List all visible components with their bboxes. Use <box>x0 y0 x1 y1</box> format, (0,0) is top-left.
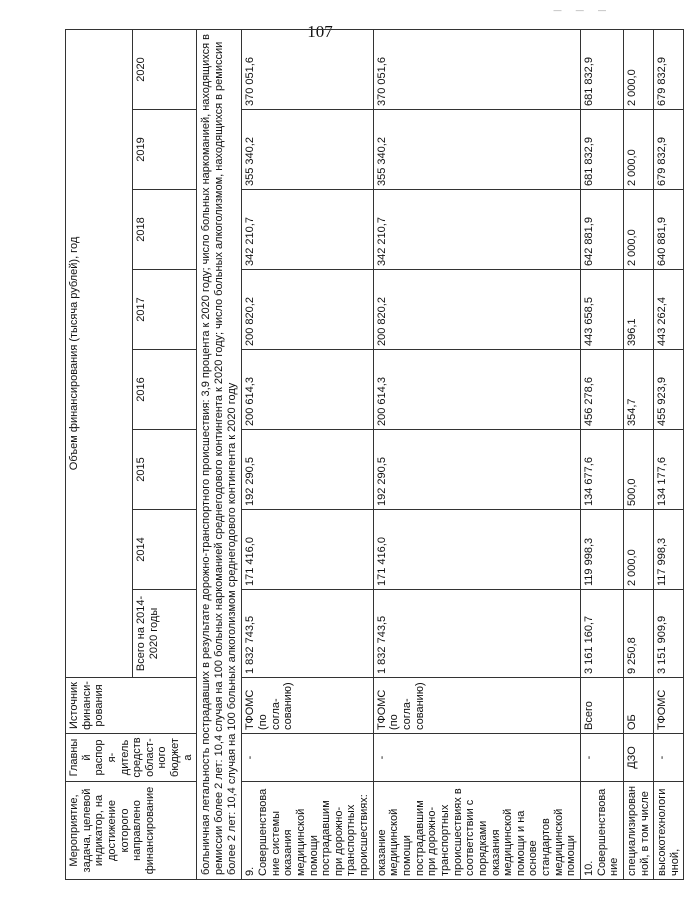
row-value: 171 416,0 <box>242 510 373 590</box>
header-activity: Мероприятие, задача, целевой индикатор, на достижение которого направлено финансирование <box>66 782 197 880</box>
table-row <box>654 29 684 879</box>
row-total: 1 832 743,5 <box>373 590 580 678</box>
row-distributor: ДЗО <box>623 734 653 782</box>
row-activity: оказание медицинской помощи пострадавшим при дорожно-транспортных происшествиях в соответствии с порядками оказания медицинской помощи и на основе стандартов медицинской помощи <box>373 782 580 880</box>
row-distributor: - <box>580 734 623 782</box>
row-value: 355 340,2 <box>373 110 580 190</box>
indicators-text: больничная летальность пострадавших в результате дорожно-транспортного происшествия: 3,9 процента к 2020 году; число больных наркоманией, находящихся в ремиссии более 2 лет: 10,4 случая на 100 больных наркоманией среднегодового контингента к 2020 году; число больных алкоголизмом, находящихся в ремиссии более 2 лет: 10,4 случая на 100 больных алкоголизмом среднегодового контингента к 2020 году <box>197 29 242 879</box>
row-total: 3 161 160,7 <box>580 590 623 678</box>
row-value: 2 000,0 <box>623 190 653 270</box>
row-value: 2 000,0 <box>623 110 653 190</box>
row-source: ТФОМС <box>654 678 684 734</box>
row-value: 681 832,9 <box>580 29 623 109</box>
row-value: 2 000,0 <box>623 510 653 590</box>
page-number: 107 <box>307 22 333 41</box>
row-source: Всего <box>580 678 623 734</box>
header-year: 2015 <box>133 430 197 510</box>
financing-table <box>65 29 684 880</box>
row-distributor: - <box>242 734 373 782</box>
row-value: 117 998,3 <box>654 510 684 590</box>
row-value: 500,0 <box>623 430 653 510</box>
row-value: 679 832,9 <box>654 110 684 190</box>
row-value: 192 290,5 <box>373 430 580 510</box>
row-value: 200 614,3 <box>373 350 580 430</box>
header-row-1 <box>66 29 133 879</box>
header-year: 2018 <box>133 190 197 270</box>
header-distributor: Главный распоря-дитель средств област-ного бюджета <box>66 734 197 782</box>
rotated-table-wrapper <box>65 30 681 880</box>
row-value: 681 832,9 <box>580 110 623 190</box>
row-distributor: - <box>654 734 684 782</box>
row-activity: 9. Совершенствование системы оказания медицинской помощи пострадавшим при дорожно-транспортных происшествиях: <box>242 782 373 880</box>
header-volume-group: Объем финансирования (тысяча рублей), год <box>66 29 133 677</box>
row-value: 443 658,5 <box>580 270 623 350</box>
table-row <box>580 29 623 879</box>
row-value: 396,1 <box>623 270 653 350</box>
row-value: 2 000,0 <box>623 29 653 109</box>
header-year: 2014 <box>133 510 197 590</box>
row-total: 3 151 909,9 <box>654 590 684 678</box>
row-total: 9 250,8 <box>623 590 653 678</box>
row-value: 134 677,6 <box>580 430 623 510</box>
row-total: 1 832 743,5 <box>242 590 373 678</box>
row-value: 200 820,2 <box>373 270 580 350</box>
table-row <box>242 29 373 879</box>
top-marks: — — — <box>553 6 612 15</box>
row-value: 119 998,3 <box>580 510 623 590</box>
row-source: ТФОМС (по согла-сованию) <box>242 678 373 734</box>
row-value: 355 340,2 <box>242 110 373 190</box>
table-row <box>623 29 653 879</box>
row-value: 640 881,9 <box>654 190 684 270</box>
row-distributor: - <box>373 734 580 782</box>
row-value: 342 210,7 <box>242 190 373 270</box>
row-value: 134 177,6 <box>654 430 684 510</box>
row-activity: специализированной, в том числе <box>623 782 653 880</box>
header-year: 2016 <box>133 350 197 430</box>
row-source: ТФОМС (по согла-сованию) <box>373 678 580 734</box>
row-source: ОБ <box>623 678 653 734</box>
row-value: 342 210,7 <box>373 190 580 270</box>
row-value: 679 832,9 <box>654 29 684 109</box>
row-value: 370 051,6 <box>373 29 580 109</box>
header-year: 2020 <box>133 29 197 109</box>
header-year: 2019 <box>133 110 197 190</box>
row-value: 443 262,4 <box>654 270 684 350</box>
header-year: 2017 <box>133 270 197 350</box>
row-value: 200 614,3 <box>242 350 373 430</box>
row-value: 370 051,6 <box>242 29 373 109</box>
row-value: 642 881,9 <box>580 190 623 270</box>
table-row <box>373 29 580 879</box>
header-total: Всего на 2014-2020 годы <box>133 590 197 678</box>
row-value: 171 416,0 <box>373 510 580 590</box>
row-value: 456 278,6 <box>580 350 623 430</box>
row-value: 455 923,9 <box>654 350 684 430</box>
row-activity: высокотехнологичной, <box>654 782 684 880</box>
row-activity: 10. Совершенствование <box>580 782 623 880</box>
indicators-row <box>197 29 242 879</box>
row-value: 354,7 <box>623 350 653 430</box>
header-source: Источник финанси-рования <box>66 678 197 734</box>
row-value: 200 820,2 <box>242 270 373 350</box>
row-value: 192 290,5 <box>242 430 373 510</box>
